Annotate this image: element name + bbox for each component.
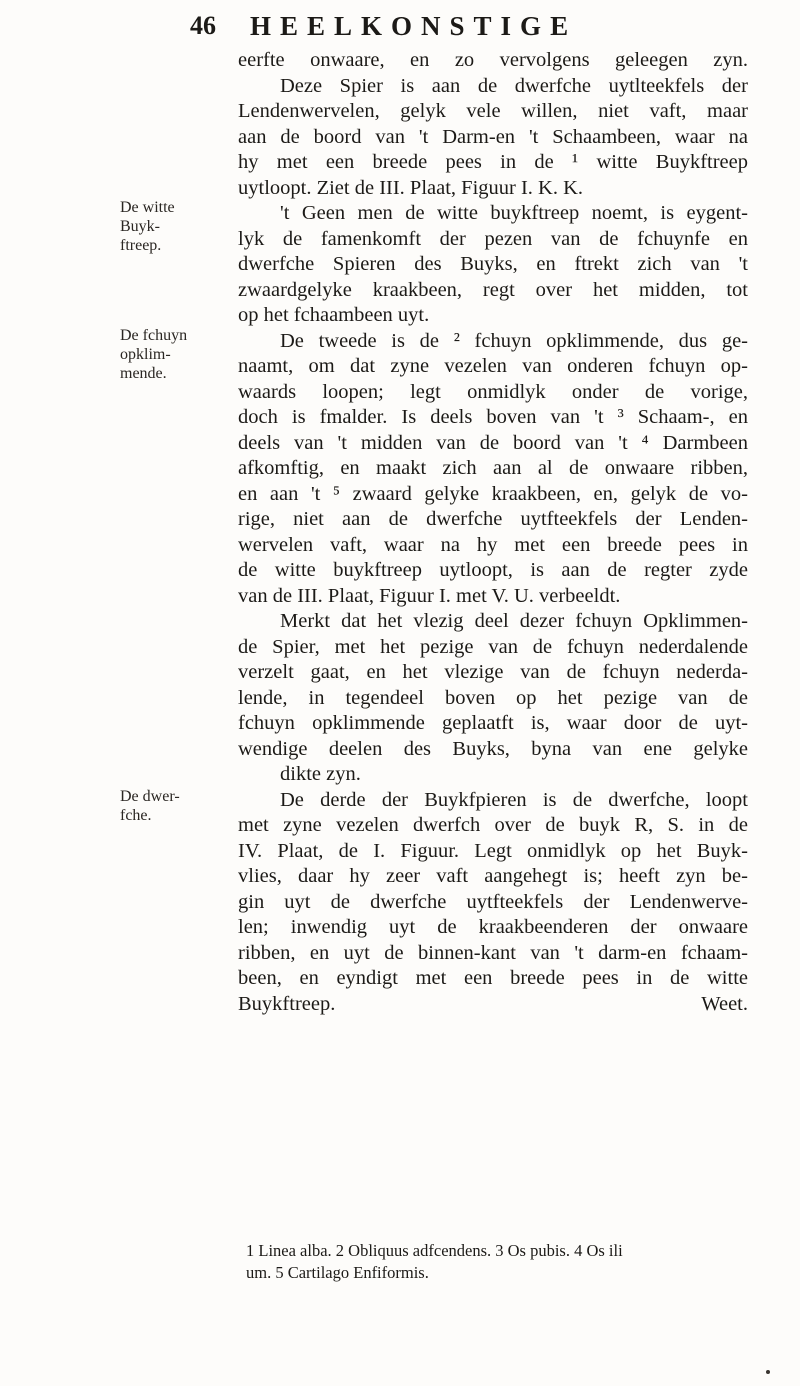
running-title: HEELKONSTIGE — [250, 10, 578, 41]
text-line: De derde der Buykfpieren is de dwerfche, loopt — [280, 788, 748, 811]
text-line: doch is fmalder. Is deels boven van 't ³ Schaam-, en — [238, 406, 748, 428]
text-line: dikte zyn. — [280, 763, 361, 785]
text-line: wendige deelen des Buyks, byna van ene gelyke — [238, 737, 748, 760]
text-line: ribben, en uyt de binnen-kant van 't darm-en fchaam- — [238, 941, 748, 964]
text-line: deels van 't midden van de boord van 't ⁴ Darmbeen — [238, 431, 748, 454]
text-line: lyk de famenkomft der pezen van de fchuynfe en — [238, 227, 748, 250]
text-line: hy met een breede pees in de ¹ witte Buykftreep — [238, 151, 748, 173]
text-line: De tweede is de ² fchuyn opklimmende, dus ge- — [280, 329, 748, 352]
catchword: Weet. — [701, 992, 748, 1015]
text-line: verzelt gaat, en het vlezige van de fchuyn nederda- — [238, 661, 748, 683]
text-line: fchuyn opklimmende geplaatft is, waar door de uyt- — [238, 712, 748, 734]
text-line: waards loopen; legt onmidlyk onder de vorige, — [238, 380, 748, 403]
text-line: de witte buykftreep uytloopt, is aan de regter zyde — [238, 559, 748, 581]
margin-note-line: opklim- — [120, 346, 171, 363]
text-line: eerfte onwaare, en zo vervolgens geleegen zyn. — [238, 49, 748, 71]
text-line: dwerfche Spieren des Buyks, en ftrekt zich van 't — [238, 253, 748, 275]
text-line: uytloopt. Ziet de III. Plaat, Figuur I. K. K. — [238, 176, 584, 199]
page-number: 46 — [190, 11, 216, 40]
text-line: Merkt dat het vlezig deel dezer fchuyn Opklimmen- — [280, 610, 748, 632]
margin-note-line: De witte — [120, 199, 175, 216]
text-line: naamt, om dat zyne vezelen van onderen fchuyn op- — [238, 355, 748, 377]
margin-note-witte-buykstreep — [120, 198, 228, 255]
text-line: Lendenwervelen, gelyk vele willen, niet vaft, maar — [238, 100, 748, 122]
footnotes — [246, 1240, 746, 1284]
footnote-line: um. 5 Cartilago Enfiformis. — [246, 1263, 429, 1282]
text-line: de Spier, met het pezige van de fchuyn nederdalende — [238, 635, 748, 658]
main-text — [238, 48, 748, 1017]
text-line: been, en eyndigt met een breede pees in de witte — [238, 967, 748, 989]
text-line: afkomftig, en maakt zich aan al de onwaare ribben, — [238, 457, 748, 479]
margin-note-line: De fchuyn — [120, 327, 188, 344]
text-line: Deze Spier is aan de dwerfche uytlteekfels der — [280, 74, 748, 97]
text-line: len; inwendig uyt de kraakbeenderen der onwaare — [238, 916, 748, 938]
margin-note-dwersche — [120, 787, 228, 825]
text-line: en aan 't ⁵ zwaard gelyke kraakbeen, en, gelyk de vo- — [238, 482, 748, 505]
margin-note-line: De dwer- — [120, 788, 180, 805]
footnote-line: 1 Linea alba. 2 Obliquus adfcendens. 3 Os pubis. 4 Os ili — [246, 1241, 623, 1260]
ink-speck — [766, 1370, 770, 1374]
text-line: met zyne vezelen dwerfch over de buyk R, S. in de — [238, 814, 748, 836]
text-line: wervelen vaft, waar na hy met een breede pees in — [238, 533, 748, 556]
text-line: aan de boord van 't Darm-en 't Schaambeen, waar na — [238, 125, 748, 148]
margin-note-line: mende. — [120, 365, 167, 382]
text-line: lende, in tegendeel boven op het pezige van de — [238, 686, 748, 709]
text-line: Buykftreep. — [238, 992, 336, 1015]
margin-note-schuyn-opklimmende — [120, 326, 228, 383]
text-line: van de III. Plaat, Figuur I. met V. U. verbeeldt. — [238, 584, 621, 607]
text-line: IV. Plaat, de I. Figuur. Legt onmidlyk op het Buyk- — [238, 839, 748, 862]
text-line: zwaardgelyke kraakbeen, regt over het midden, tot — [238, 278, 748, 301]
page-header — [190, 8, 730, 44]
text-line: op het fchaambeen uyt. — [238, 304, 430, 326]
margin-note-line: ftreep. — [120, 237, 162, 254]
text-line: rige, niet aan de dwerfche uytfteekfels der Lenden- — [238, 508, 748, 530]
margin-note-line: Buyk- — [120, 218, 160, 235]
text-line: 't Geen men de witte buykftreep noemt, is eygent- — [280, 202, 748, 224]
text-line: vlies, daar hy zeer vaft aangehegt is; heeft zyn be- — [238, 865, 748, 887]
margin-note-line: fche. — [120, 807, 152, 824]
text-line: gin uyt de dwerfche uytfteekfels der Lendenwerve- — [238, 890, 748, 913]
